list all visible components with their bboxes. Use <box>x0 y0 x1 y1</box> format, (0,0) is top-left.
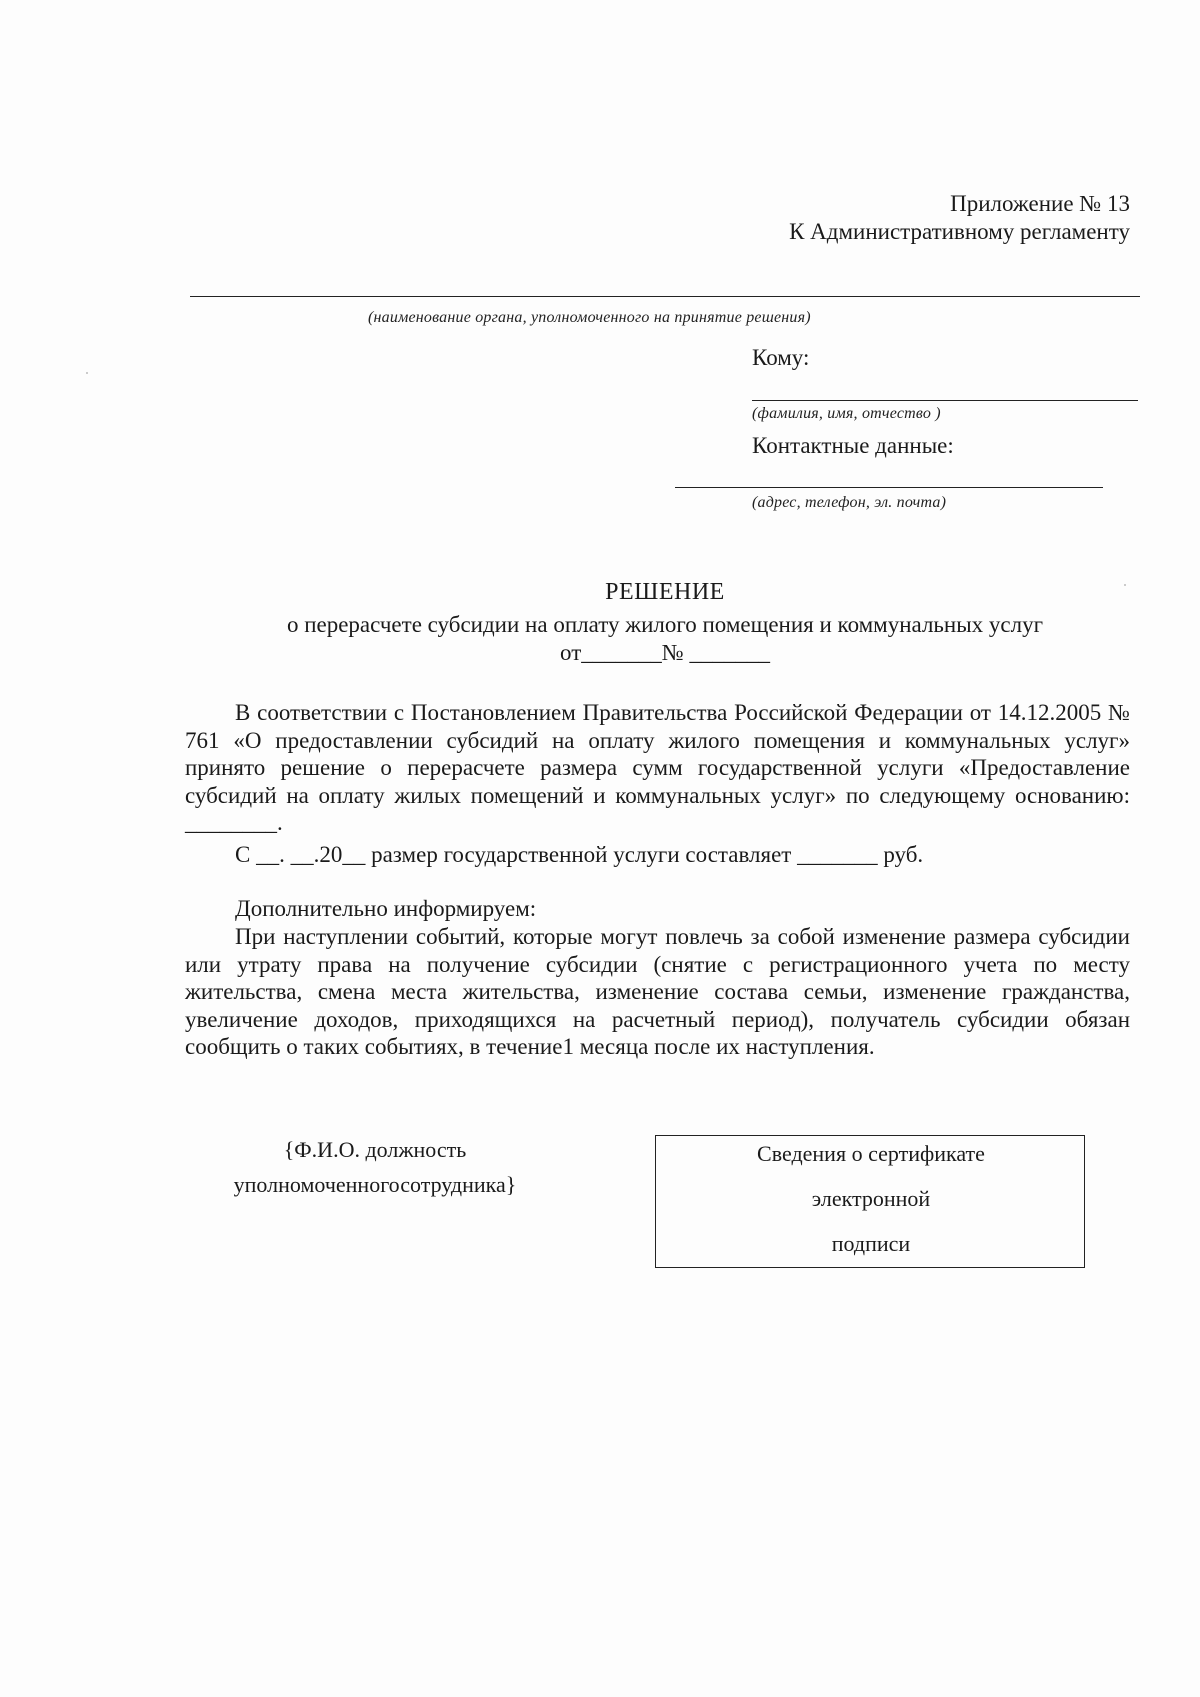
decision-date-number: от_______№ _______ <box>560 640 770 665</box>
appendix-header <box>789 190 1130 246</box>
contacts-line <box>675 487 1103 488</box>
scan-speck <box>86 372 88 374</box>
to-label: Кому: <box>752 345 810 370</box>
decision-body <box>185 699 1130 837</box>
decision-subtitle: о перерасчете субсидии на оплату жилого помещения и коммунальных услуг <box>286 612 1044 637</box>
cert-line-1: Сведения о сертификате <box>757 1141 985 1166</box>
official-signature-block <box>205 1132 545 1202</box>
authority-name-line <box>190 296 1140 297</box>
recipient-name-line <box>752 400 1138 401</box>
additional-heading: Дополнительно информируем: <box>235 896 537 921</box>
decision-paragraph: В соответствии с Постановлением Правительства Российской Федерации от 14.12.2005 № 761 «О предоставлении субсидий на оплату жилого помещения и коммунальных услуг» принято решение о перерасчете размера сумм государственной услуги «Предоставление субсидий на оплату жилых помещений и коммунальных услуг» по следующему основанию: ________. <box>185 700 1130 835</box>
e-signature-certificate-box <box>655 1135 1085 1268</box>
additional-paragraph: При наступлении событий, которые могут повлечь за собой изменение размера субсидии или утрату права на получение субсидии (снятие с регистрационного учета по месту жительства, смена места жительства, изменение состава семьи, изменение гражданства, увеличение доходов, приходящихся на расчетный период), получатель субсидии обязан сообщить о таких событиях, в течение1 месяца после их наступления. <box>185 924 1130 1059</box>
recipient-name-caption: (фамилия, имя, отчество ) <box>752 405 941 422</box>
additional-info-body <box>185 923 1130 1061</box>
cert-line-2: электронной <box>811 1186 931 1211</box>
contacts-label: Контактные данные: <box>752 433 954 458</box>
appendix-number: Приложение № 13 <box>950 191 1130 216</box>
official-role: уполномоченногосотрудника} <box>233 1172 517 1197</box>
amount-line: С __. __.20__ размер государственной услуги составляет _______ руб. <box>235 842 924 867</box>
cert-line-3: подписи <box>831 1231 911 1256</box>
contacts-caption: (адрес, телефон, эл. почта) <box>752 494 947 511</box>
decision-title: РЕШЕНИЕ <box>605 579 725 605</box>
appendix-regulation: К Административному регламенту <box>789 219 1130 244</box>
authority-caption: (наименование органа, уполномоченного на принятие решения) <box>368 309 811 326</box>
official-name-position: {Ф.И.О. должность <box>283 1137 467 1162</box>
